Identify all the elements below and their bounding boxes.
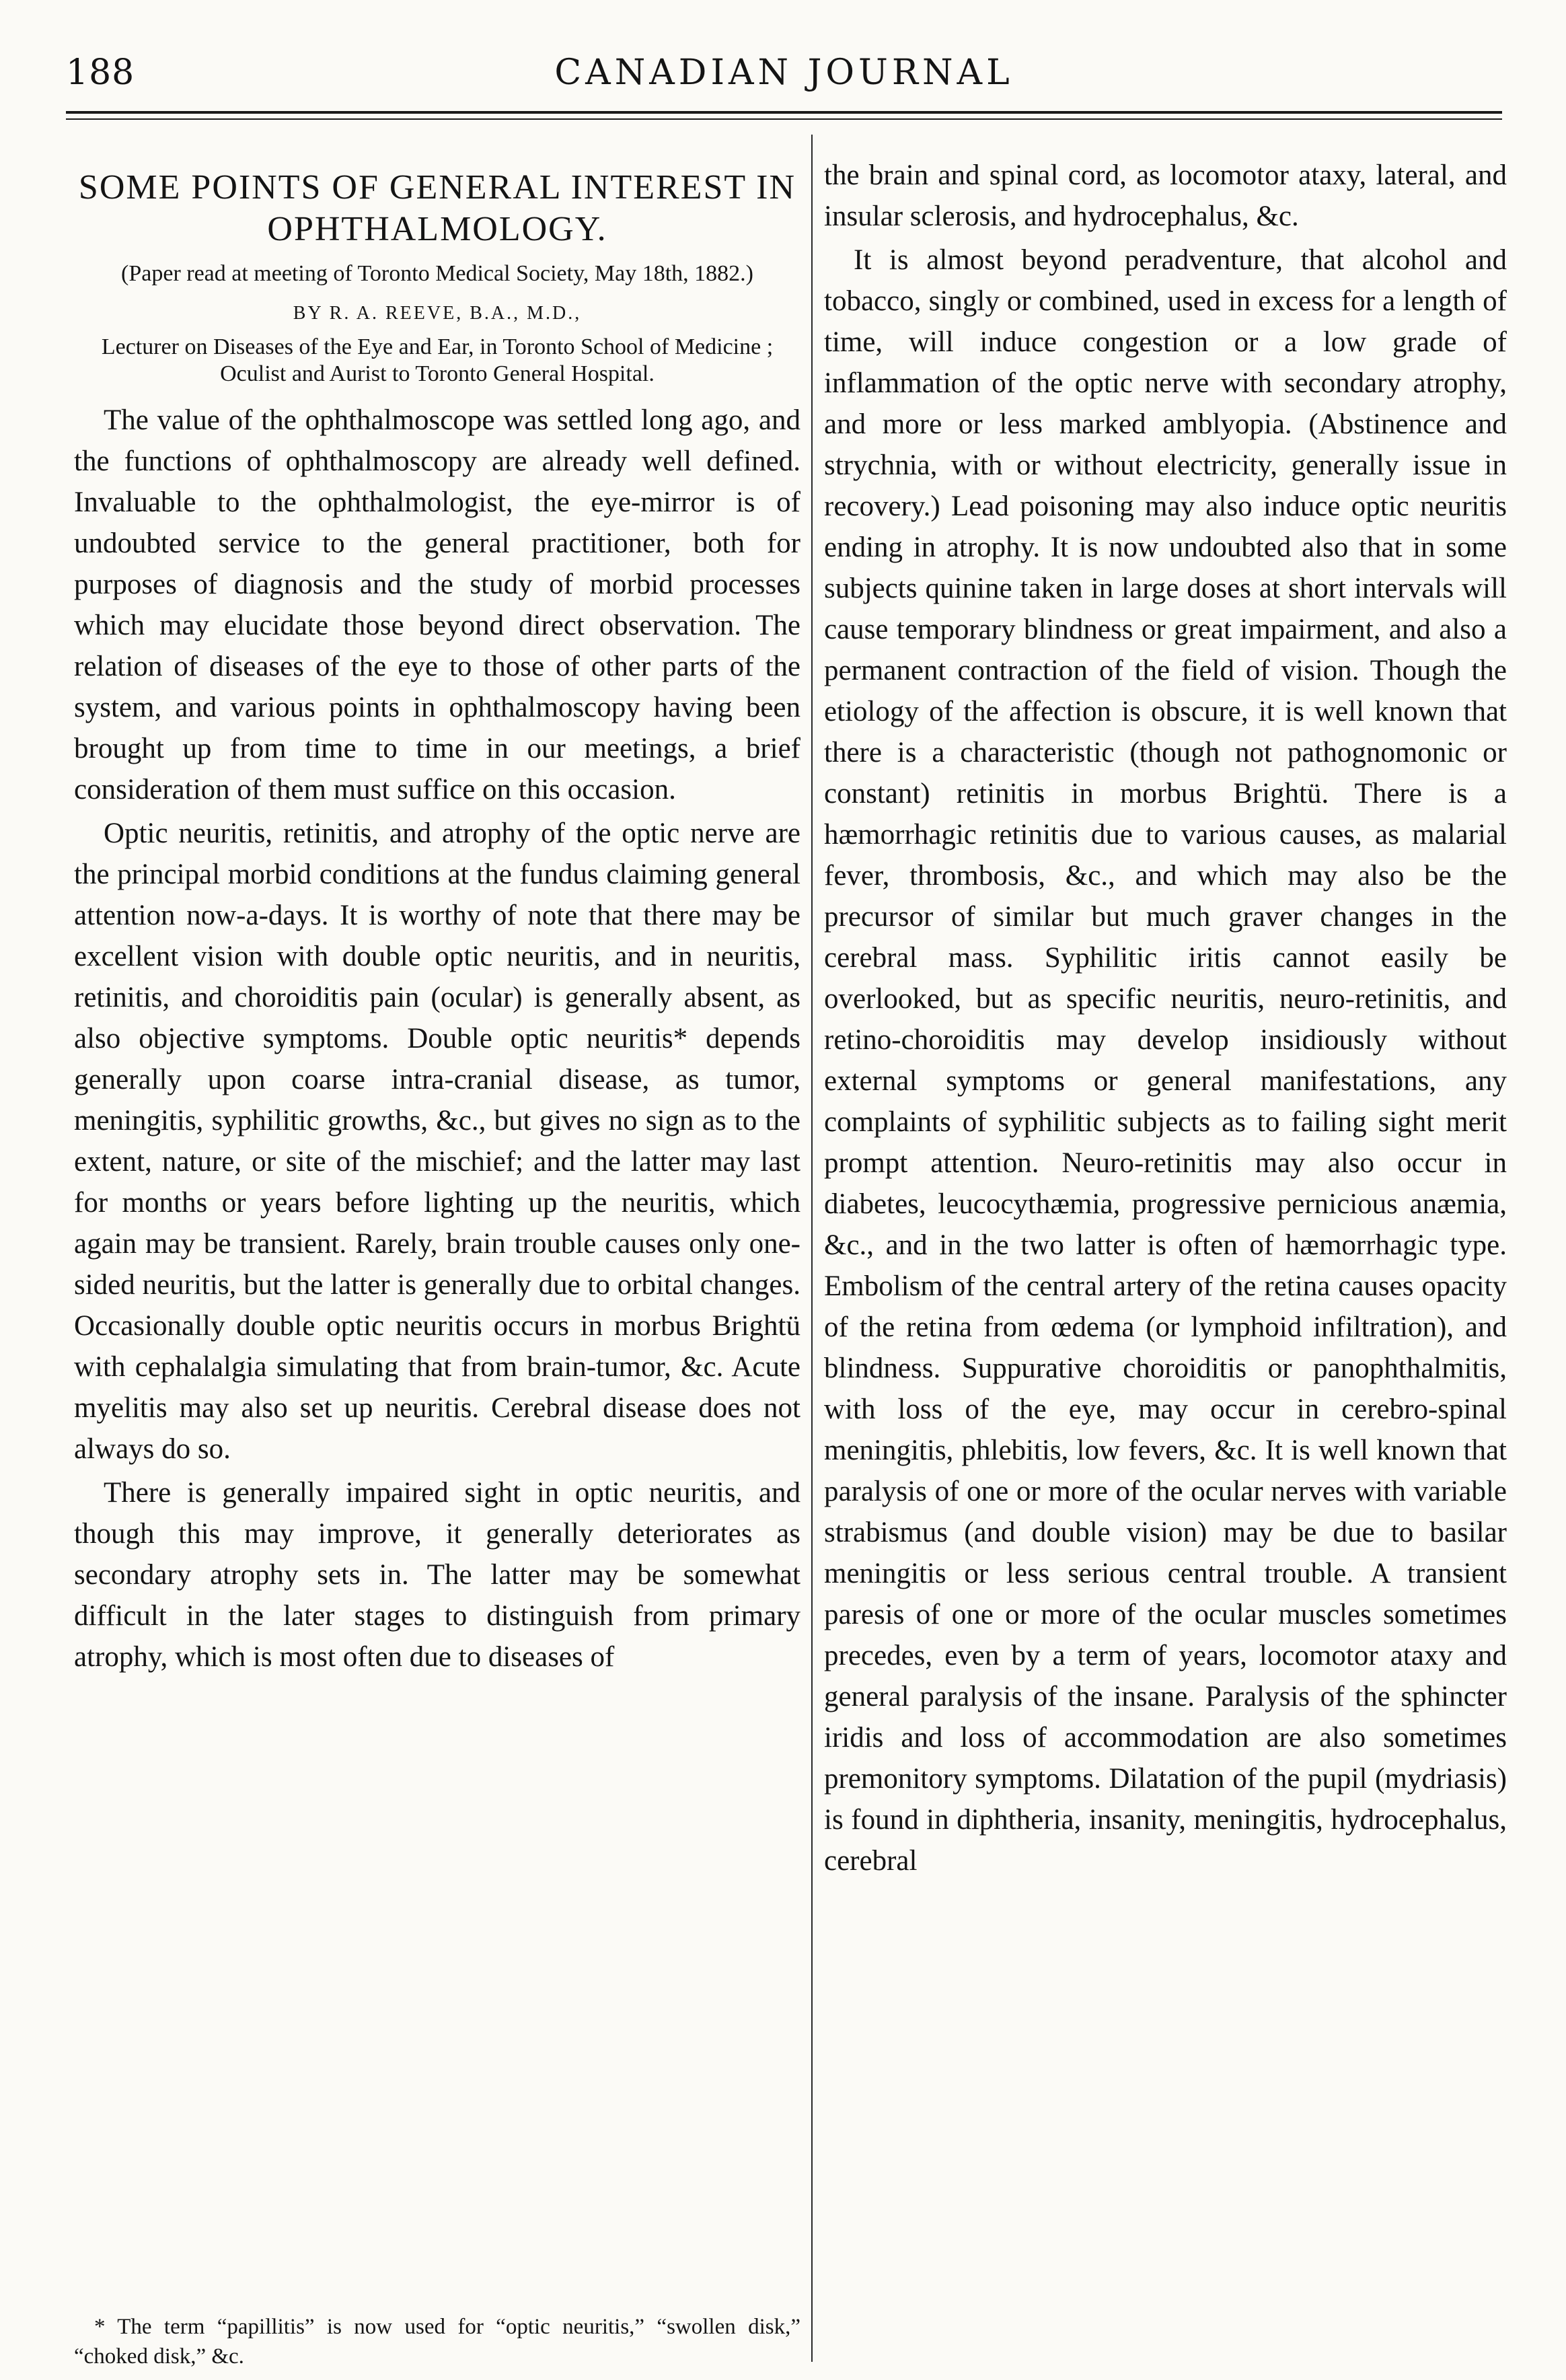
- paragraph-ophthalmoscope: The value of the ophthalmoscope was settled long ago, and the functions of ophthalmoscopy are already well defined. Invaluable to the ophthalmologist, the eye-mirror is of undoubted service to the general practitioner, both for purposes of diagnosis and the study of morbid processes which may elucidate those beyond direct observation. The relation of diseases of the eye to those of other parts of the system, and various points in ophthalmoscopy having been brought up from time to time in our meetings, a brief consideration of them must suffice on this occasion.: [74, 404, 800, 805]
- paragraph-impaired-sight: There is generally impaired sight in optic neuritis, and though this may improve, it generally deteriorates as secondary atrophy sets in. The latter may be somewhat difficult in the later stages to distinguish from primary atrophy, which is most often due to diseases of: [74, 1477, 800, 1673]
- page-number: 188: [66, 52, 135, 93]
- header-rule-thin: [66, 118, 1502, 120]
- header-rule-thick: [66, 111, 1502, 114]
- author-affiliation: Lecturer on Diseases of the Eye and Ear, in Toronto School of Medicine ; Oculist and Aurist to Toronto General Hospital.: [101, 334, 774, 386]
- left-column: [74, 155, 800, 1678]
- paragraph-alcohol-tobacco: It is almost beyond peradventure, that alcohol and tobacco, singly or combined, used in excess for a length of time, will induce congestion or a low grade of inflammation of the optic nerve with secondary atrophy, and more or less marked amblyopia. (Abstinence and strychnia, with or without electricity, generally issue in recovery.) Lead poisoning may also induce optic neuritis ending in atrophy. It is now undoubted also that in some subjects quinine taken in large doses at short intervals will cause temporary blindness or great impairment, and also a permanent contraction of the field of vision. Though the etiology of the affection is obscure, it is well known that there is a characteristic (though not pathognomonic or constant) retinitis in morbus Brightü. There is a hæmorrhagic retinitis due to various causes, as malarial fever, thrombosis, &c., and which may also be the precursor of similar but much graver changes in the cerebral mass. Syphilitic iritis cannot easily be overlooked, but as specific neuritis, neuro-retinitis, and retino-choroiditis may develop insidiously without external symptoms or general manifestations, any complaints of syphilitic subjects as to failing sight merit prompt attention. Neuro-retinitis may also occur in diabetes, leucocythæmia, progressive pernicious anæmia, &c., and in the two latter is often of hæmorrhagic type. Embolism of the central artery of the retina causes opacity of the retina from œdema (or lymphoid infiltration), and blindness. Suppurative choroiditis or panophthalmitis, with loss of the eye, may occur in cerebro-spinal meningitis, phlebitis, low fevers, &c. It is well known that paralysis of one or more of the ocular nerves with variable strabismus (and double vision) may be due to basilar meningitis or less serious central trouble. A transient paresis of one or more of the ocular muscles sometimes precedes, even by a term of years, locomotor ataxy and general paralysis of the insane. Paralysis of the sphincter iridis and loss of accommodation are also sometimes premonitory symptoms. Dilatation of the pupil (mydriasis) is found in diphtheria, insanity, meningitis, hydrocephalus, cerebral: [824, 244, 1507, 1877]
- running-head: [66, 52, 1502, 106]
- paragraph-optic-neuritis: Optic neuritis, retinitis, and atrophy of the optic nerve are the principal morbid conditions at the fundus claiming general attention now-a-days. It is worthy of note that there may be excellent vision with double optic neuritis, and in neuritis, retinitis, and choroiditis pain (ocular) is generally absent, as also objective symptoms. Double optic neuritis* depends generally upon coarse intra-cranial disease, as tumor, meningitis, syphilitic growths, &c., but gives no sign as to the extent, nature, or site of the mischief; and the latter may last for months or years before lighting up the neuritis, which again may be transient. Rarely, brain trouble causes only one-sided neuritis, but the latter is generally due to orbital changes. Occasionally double optic neuritis occurs in morbus Brightü with cephalalgia simulating that from brain-tumor, &c. Acute myelitis may also set up neuritis. Cerebral disease does not always do so.: [74, 818, 800, 1465]
- article-byline: BY R. A. REEVE, B.A., M.D.,: [293, 303, 582, 324]
- journal-title: CANADIAN JOURNAL: [554, 52, 1014, 93]
- paragraph-continuation: the brain and spinal cord, as locomotor ataxy, lateral, and insular sclerosis, and hydrocephalus, &c.: [824, 159, 1507, 232]
- footnote: * The term “papillitis” is now used for “optic neuritis,” “swollen disk,” “choked disk,” &c.: [74, 2315, 800, 2369]
- column-divider: [811, 135, 813, 2362]
- article-subtitle: (Paper read at meeting of Toronto Medical Society, May 18th, 1882.): [121, 261, 753, 286]
- article-title: SOME POINTS OF GENERAL INTEREST IN OPHTHALMOLOGY.: [78, 168, 796, 248]
- right-column: [824, 155, 1507, 1881]
- footnote-rule: [74, 2306, 141, 2307]
